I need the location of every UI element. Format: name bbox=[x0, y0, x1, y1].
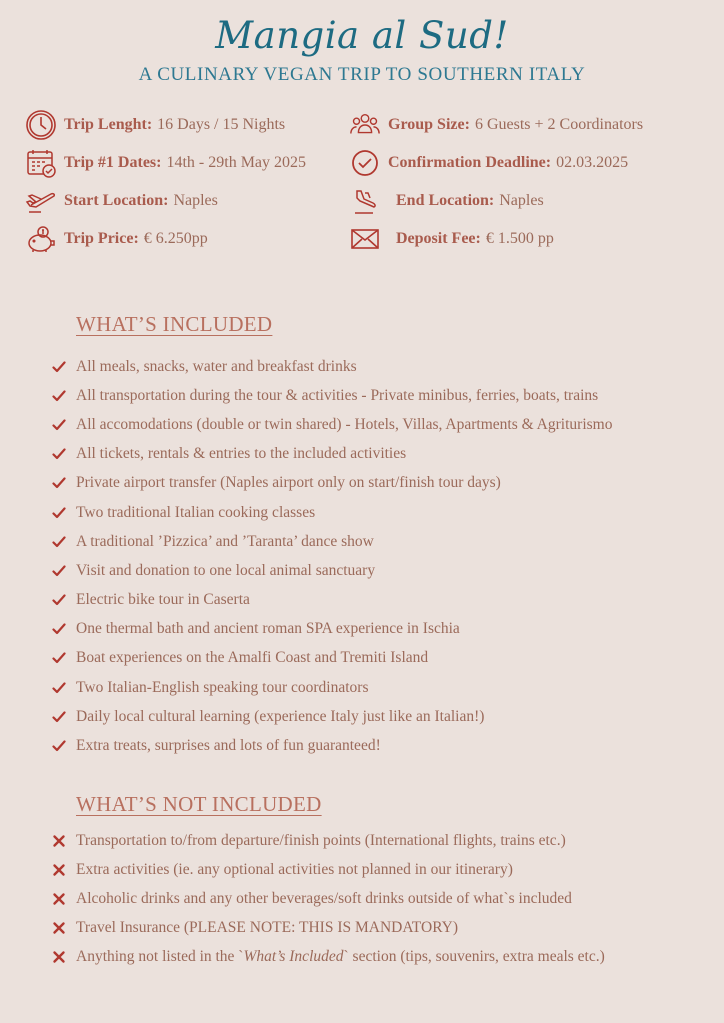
check-icon bbox=[52, 681, 76, 695]
check-icon bbox=[52, 476, 76, 490]
list-item-text: All accomodations (double or twin shared) - Hotels, Villas, Apartments & Agriturismo bbox=[76, 415, 613, 433]
start-location-value: Naples bbox=[173, 192, 218, 209]
list-item-text: A traditional ’Pizzica’ and ’Taranta’ dance show bbox=[76, 532, 374, 550]
trip-dates-label: Trip #1 Dates: bbox=[64, 154, 162, 171]
list-item-text: Visit and donation to one local animal sanctuary bbox=[76, 561, 376, 579]
list-item bbox=[52, 440, 612, 469]
list-item-text-emph: What’s Included bbox=[243, 948, 344, 966]
check-icon bbox=[52, 360, 76, 374]
start-location-label: Start Location: bbox=[64, 192, 169, 209]
deadline-value: 02.03.2025 bbox=[556, 154, 629, 171]
deadline-row bbox=[348, 146, 628, 180]
check-icon bbox=[52, 739, 76, 753]
list-item-text: All tickets, rentals & entries to the included activities bbox=[76, 445, 407, 463]
list-item-text: Extra treats, surprises and lots of fun guaranteed! bbox=[76, 737, 381, 755]
list-item-text: Travel Insurance (PLEASE NOTE: THIS IS MANDATORY) bbox=[76, 919, 459, 937]
list-item bbox=[52, 826, 605, 855]
check-icon bbox=[52, 506, 76, 520]
list-item-text: Private airport transfer (Naples airport only on start/finish tour days) bbox=[76, 474, 501, 492]
check-icon bbox=[52, 564, 76, 578]
trip-dates-value: 14th - 29th May 2025 bbox=[166, 154, 307, 171]
list-item-text: Alcoholic drinks and any other beverages/soft drinks outside of what`s included bbox=[76, 889, 572, 907]
deadline-label: Confirmation Deadline: bbox=[388, 154, 552, 171]
list-item-text: All transportation during the tour & activities - Private minibus, ferries, boats, trains bbox=[76, 386, 599, 404]
calendar-icon bbox=[24, 146, 58, 180]
check-icon bbox=[52, 389, 76, 403]
not-included-list bbox=[52, 826, 605, 972]
check-icon bbox=[52, 593, 76, 607]
clock-icon bbox=[24, 108, 58, 142]
cross-icon bbox=[52, 921, 76, 935]
list-item bbox=[52, 644, 612, 673]
deposit-label: Deposit Fee: bbox=[396, 230, 481, 247]
plane-landing-icon bbox=[350, 184, 384, 218]
price-row bbox=[24, 222, 208, 256]
page-title: Mangia al Sud! bbox=[215, 14, 509, 57]
piggy-bank-icon bbox=[24, 222, 58, 256]
check-circle-icon bbox=[348, 146, 382, 180]
list-item-text: Transportation to/from departure/finish points (International flights, trains etc.) bbox=[76, 831, 566, 849]
list-item-text: Electric bike tour in Caserta bbox=[76, 591, 250, 609]
list-item bbox=[52, 556, 612, 585]
list-item-text: Daily local cultural learning (experience Italy just like an Italian!) bbox=[76, 707, 485, 725]
price-label: Trip Price: bbox=[64, 230, 139, 247]
group-icon bbox=[348, 108, 382, 142]
list-item-text: Two Italian-English speaking tour coordinators bbox=[76, 678, 369, 696]
list-item bbox=[52, 527, 612, 556]
group-size-label: Group Size: bbox=[388, 116, 470, 133]
list-item-text: Boat experiences on the Amalfi Coast and Tremiti Island bbox=[76, 649, 429, 667]
deposit-row bbox=[348, 222, 554, 256]
not-included-heading: WHAT’S NOT INCLUDED bbox=[76, 792, 322, 816]
included-list bbox=[52, 352, 612, 761]
check-icon bbox=[52, 651, 76, 665]
list-item bbox=[52, 381, 612, 410]
group-size-row bbox=[348, 108, 643, 142]
list-item bbox=[52, 702, 612, 731]
end-location-row bbox=[350, 184, 544, 218]
cross-icon bbox=[52, 863, 76, 877]
plane-takeoff-icon bbox=[24, 184, 58, 218]
check-icon bbox=[52, 622, 76, 636]
list-item bbox=[52, 943, 605, 972]
list-item-text: Two traditional Italian cooking classes bbox=[76, 503, 316, 521]
list-item bbox=[52, 469, 612, 498]
cross-icon bbox=[52, 892, 76, 906]
list-item bbox=[52, 410, 612, 439]
trip-length-label: Trip Lenght: bbox=[64, 116, 153, 133]
list-item bbox=[52, 586, 612, 615]
check-icon bbox=[52, 710, 76, 724]
cross-icon bbox=[52, 834, 76, 848]
trip-length-value: 16 Days / 15 Nights bbox=[157, 116, 286, 133]
envelope-icon bbox=[348, 222, 382, 256]
list-item bbox=[52, 884, 605, 913]
price-value: € 6.250pp bbox=[143, 230, 208, 247]
list-item bbox=[52, 914, 605, 943]
cross-icon bbox=[52, 950, 76, 964]
list-item-text-suffix: ` section (tips, souvenirs, extra meals etc.) bbox=[343, 948, 605, 966]
end-location-value: Naples bbox=[499, 192, 544, 209]
list-item bbox=[52, 673, 612, 702]
list-item bbox=[52, 855, 605, 884]
list-item bbox=[52, 352, 612, 381]
list-item bbox=[52, 615, 612, 644]
page-subtitle: A CULINARY VEGAN TRIP TO SOUTHERN ITALY bbox=[138, 64, 586, 85]
group-size-value: 6 Guests + 2 Coordinators bbox=[474, 116, 644, 133]
list-item bbox=[52, 731, 612, 760]
list-item-text-prefix: Anything not listed in the ` bbox=[76, 948, 244, 966]
trip-length-row bbox=[24, 108, 285, 142]
check-icon bbox=[52, 447, 76, 461]
start-location-row bbox=[24, 184, 218, 218]
trip-dates-row bbox=[24, 146, 306, 180]
check-icon bbox=[52, 535, 76, 549]
included-heading: WHAT’S INCLUDED bbox=[76, 312, 273, 336]
end-location-label: End Location: bbox=[396, 192, 495, 209]
list-item-text: Extra activities (ie. any optional activities not planned in our itinerary) bbox=[76, 860, 513, 878]
check-icon bbox=[52, 418, 76, 432]
deposit-value: € 1.500 pp bbox=[485, 230, 554, 247]
list-item-text: All meals, snacks, water and breakfast drinks bbox=[76, 357, 357, 375]
list-item-text: One thermal bath and ancient roman SPA experience in Ischia bbox=[76, 620, 460, 638]
list-item bbox=[52, 498, 612, 527]
